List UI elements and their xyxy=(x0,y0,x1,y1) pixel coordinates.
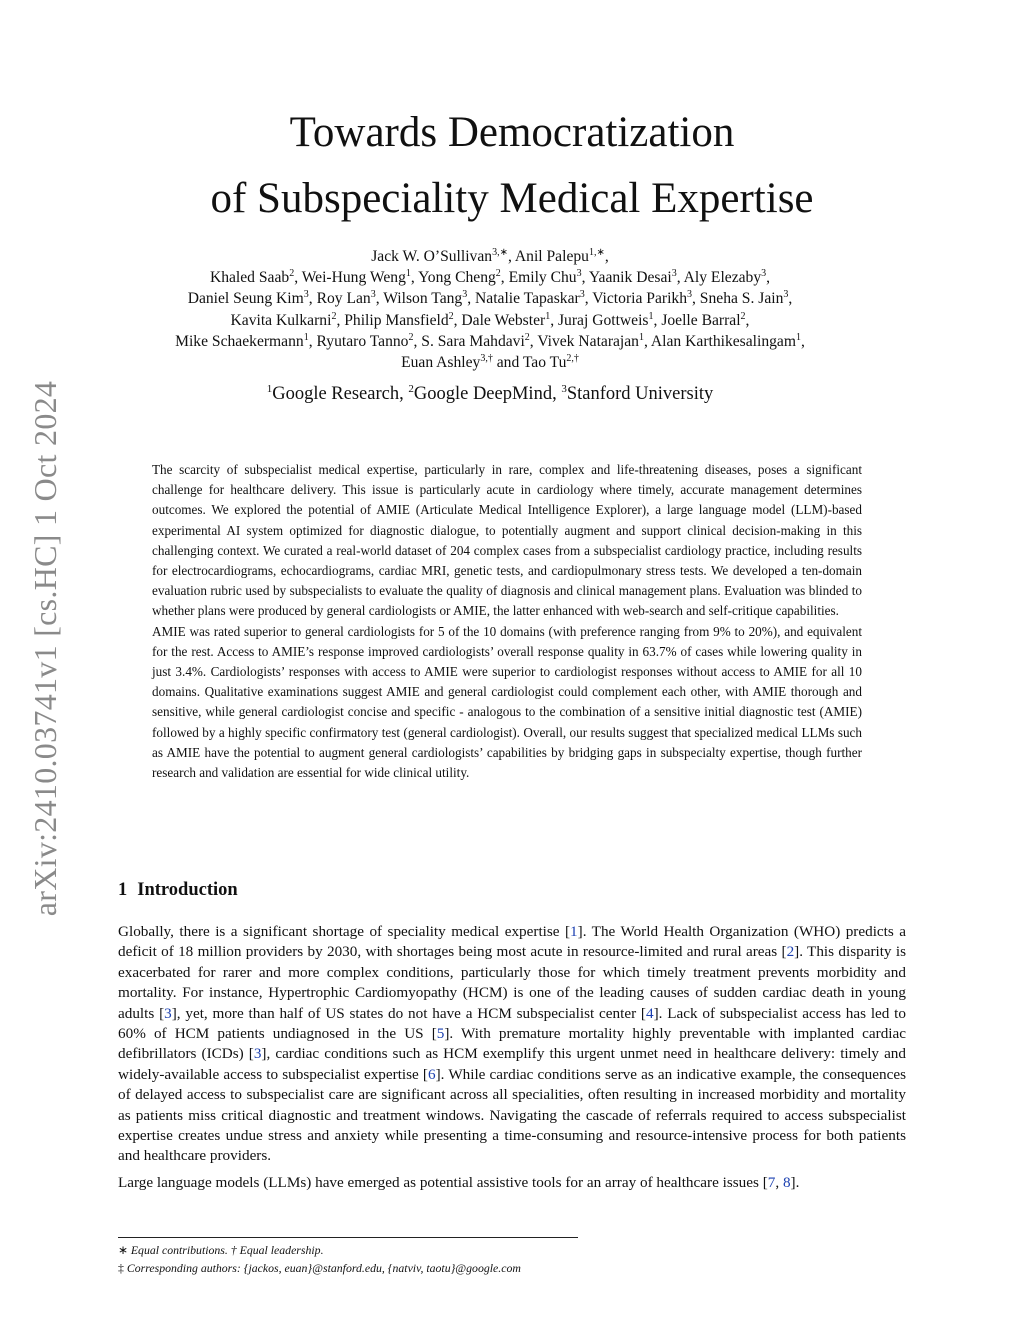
citation-link[interactable]: 5 xyxy=(436,1025,445,1043)
abstract-paragraph-1: The scarcity of subspecialist medical expertise, particularly in rare, complex and life-threatening diseases, poses a significant challenge for healthcare delivery. This issue is particularly acute in cardiology where timely, accurate management determines outcomes. We explored the potential of AMIE (Articulate Medical Intelligence Explorer), a large language model (LLM)-based experimental AI system optimized for diagnostic dialogue, to potentially augment and support clinical decision-making in this challenging context. We curated a real-world dataset of 204 complex cases from a subspecialist cardiology practice, including results for electrocardiograms, echocardiograms, cardiac MRI, genetic tests, and cardiopulmonary stress tests. We developed a ten-domain evaluation rubric used by subspecialists to evaluate the quality of diagnosis and clinical management plans. Evaluation was blinded to whether plans were produced by general cardiologists or AMIE, the latter enhanced with web-search and self-critique capabilities. xyxy=(152,462,862,619)
citation-link[interactable]: 2 xyxy=(786,943,795,961)
body-text: ]. The World Health Organization (WHO) predicts a deficit of 18 million providers by 2030, with shortages being most acute in resource-limited and rural areas [ xyxy=(118,923,906,961)
author-separator: , xyxy=(581,269,589,287)
author-name: Dale Webster xyxy=(461,311,546,329)
footnote-equal-contribution xyxy=(118,1241,818,1259)
author-separator: , xyxy=(453,311,462,329)
footnotes xyxy=(118,1241,818,1277)
author-separator: , xyxy=(336,311,345,329)
body-text: Globally, there is a significant shortage of speciality medical expertise [ xyxy=(118,923,571,940)
author-affiliation-mark: 1,∗ xyxy=(588,246,605,258)
author-affiliation-mark: 2 xyxy=(331,310,337,322)
author-separator: , xyxy=(788,290,793,308)
citation-link[interactable]: 1 xyxy=(570,923,578,940)
author-name: Wei-Hung Weng xyxy=(301,269,406,287)
abstract-paragraph-2: AMIE was rated superior to general cardiologists for 5 of the 10 domains (with preference ranging from 9% to 20%), and equivalent for the rest. Access to AMIE’s response improved cardiologists’ overall response quality in 63.7% of cases while lowering quality in just 3.4%. Cardiologists’ responses with access to AMIE were superior to cardiologist responses without access to AMIE for all 10 domains. Qualitative examinations suggest AMIE and general cardiologist could complement each other, with AMIE thorough and sensitive, while general cardiologist concise and specific - analogous to the combination of a sensitive initial diagnostic test (AMIE) followed by a highly specific confirmatory test (general cardiologist). Overall, our results suggest that specialized medical LLMs such as AMIE have the potential to augment general cardiologists’ capabilities by bridging gaps in subspecialty expertise, though further research and validation are essential for wide clinical utility. xyxy=(152,623,862,781)
author-name: Anil Palepu xyxy=(514,248,589,265)
author-separator: , xyxy=(500,269,509,287)
section-heading-introduction xyxy=(118,880,238,901)
author-separator: , xyxy=(467,290,476,308)
author-name: Victoria Parikh xyxy=(592,290,687,308)
arxiv-identifier: arXiv:2410.03741v1 [cs.HC] 1 Oct 2024 xyxy=(27,380,64,916)
author-name: Vivek Natarajan xyxy=(537,332,639,350)
introduction-body xyxy=(118,922,906,1199)
affiliation-number: 1 xyxy=(266,383,273,395)
author-affiliation-mark: 1 xyxy=(638,331,644,343)
affiliation-number: 3 xyxy=(561,383,567,395)
author-name: Emily Chu xyxy=(508,269,577,287)
author-separator: , xyxy=(692,290,700,308)
footnote-corresponding-authors xyxy=(118,1259,818,1277)
affiliation-name: Stanford University xyxy=(566,384,714,405)
author-affiliation-mark: 2,† xyxy=(566,352,579,364)
author-name: Sneha S. Jain xyxy=(699,290,784,308)
intro-paragraph-2 xyxy=(118,1173,906,1193)
citation-link[interactable]: 8 xyxy=(782,1173,791,1191)
section-number: 1 xyxy=(118,880,128,900)
author-affiliation-mark: 3 xyxy=(462,289,468,301)
author-affiliation-mark: 1 xyxy=(648,310,654,322)
author-name: Ryutaro Tanno xyxy=(316,332,409,350)
body-text: ], cardiac conditions such as HCM exemplify this urgent unmet need in healthcare delivery: timely and widely-available access to subspecialist expertise [ xyxy=(118,1045,906,1083)
author-name: Yaanik Desai xyxy=(588,269,672,287)
section-title: Introduction xyxy=(137,880,238,900)
author-affiliation-mark: 3 xyxy=(671,268,677,280)
author-affiliation-mark: 3 xyxy=(783,289,789,301)
paper-title xyxy=(0,100,1024,232)
author-affiliation-mark: 1 xyxy=(303,331,309,343)
author-separator: , xyxy=(413,332,422,350)
author-name: Euan Ashley xyxy=(401,354,481,372)
author-separator: , xyxy=(529,332,538,350)
author-separator: , xyxy=(294,269,302,287)
author-affiliation-mark: 1 xyxy=(405,268,411,280)
title-line-1: Towards Democratization xyxy=(289,109,735,156)
author-affiliation-mark: 1 xyxy=(796,331,801,343)
body-text: ]. Lack of subspecialist access has led to 60% of HCM patients undiagnosed in the US [ xyxy=(118,1004,906,1043)
author-separator: , xyxy=(643,332,651,350)
author-name: Natalie Tapaskar xyxy=(475,290,580,308)
author-affiliation-mark: 3 xyxy=(576,268,582,280)
author-name: Jack W. O’Sullivan xyxy=(371,248,493,265)
title-line-2: of Subspeciality Medical Expertise xyxy=(210,175,814,222)
author-affiliation-mark: 3 xyxy=(687,289,692,301)
affiliation-name: Google DeepMind xyxy=(413,384,553,405)
footnote-text: Corresponding authors: {jackos, euan}@stanford.edu, {natviv, taotu}@google.com xyxy=(126,1261,521,1275)
body-text: , xyxy=(775,1173,783,1191)
citation-link[interactable]: 7 xyxy=(767,1173,776,1191)
author-name: Philip Mansfield xyxy=(344,311,449,329)
author-separator: , xyxy=(604,248,609,265)
affiliation-number: 2 xyxy=(408,383,414,395)
author-affiliation-mark: 3 xyxy=(579,289,585,301)
author-affiliation-mark: 2 xyxy=(740,310,746,322)
author-affiliation-mark: 1 xyxy=(545,310,551,322)
citation-link[interactable]: 4 xyxy=(645,1004,654,1022)
author-separator: , xyxy=(308,332,317,350)
body-text: Large language models (LLMs) have emerged as potential assistive tools for an array of healthcare issues [ xyxy=(118,1173,768,1191)
affiliation-separator: , xyxy=(399,384,409,405)
footnote-text: Equal contributions. † Equal leadership. xyxy=(130,1243,324,1257)
citation-link[interactable]: 6 xyxy=(428,1065,436,1083)
author-separator: , xyxy=(550,311,558,329)
author-name: Mike Schaekermann xyxy=(175,332,304,350)
author-name: Roy Lan xyxy=(316,290,371,308)
author-name: Tao Tu xyxy=(522,354,567,372)
author-affiliation-mark: 2 xyxy=(289,268,295,280)
author-list xyxy=(100,246,880,373)
author-affiliation-mark: 2 xyxy=(408,331,414,343)
body-text: ], yet, more than half of US states do not have a HCM subspecialist center [ xyxy=(171,1004,646,1022)
body-text: ]. While cardiac conditions serve as an indicative example, the consequences of delayed access to subspecialist care are significant across all specialities, often resulting in increased morbidity and mortality as patients miss critical diagnostic and treatment windows. Navigating the cascade of referrals required to access subspecialist expertise creates undue stress and anxiety while presenting a time-consuming and resource-intensive process for both patients and healthcare providers. xyxy=(118,1065,906,1165)
author-separator: , xyxy=(766,269,771,287)
author-name: Aly Elezaby xyxy=(683,269,762,287)
affiliation-separator: , xyxy=(552,384,562,405)
author-separator: , xyxy=(676,269,684,287)
author-affiliation-mark: 2 xyxy=(495,268,501,280)
footnote-rule xyxy=(118,1237,578,1238)
author-affiliation-mark: 3,† xyxy=(480,352,493,364)
author-separator: , xyxy=(584,290,593,308)
author-separator: , xyxy=(653,311,662,329)
body-text: ]. xyxy=(790,1173,800,1191)
author-separator: , xyxy=(507,248,515,265)
footnote-symbol: ‡ xyxy=(118,1261,124,1275)
arxiv-sidebar-stamp xyxy=(26,368,66,928)
author-name: Daniel Seung Kim xyxy=(187,290,304,308)
author-affiliation-mark: 3,∗ xyxy=(492,246,508,258)
footnote-symbol: ∗ xyxy=(118,1243,128,1257)
author-affiliation-mark: 2 xyxy=(524,331,530,343)
author-name: S. Sara Mahdavi xyxy=(421,332,525,350)
author-affiliation-mark: 3 xyxy=(761,268,767,280)
author-name: Yong Cheng xyxy=(418,269,496,287)
author-name: Wilson Tang xyxy=(383,290,463,308)
body-text: ]. With premature mortality highly preventable with implanted cardiac defibrillators (ICDs) [ xyxy=(118,1025,906,1063)
author-separator: , xyxy=(801,332,805,350)
author-name: Alan Karthikesalingam xyxy=(650,332,796,350)
author-separator: , xyxy=(308,290,317,308)
intro-paragraph-1 xyxy=(118,922,906,1167)
author-separator: , xyxy=(745,311,750,329)
author-name: Joelle Barral xyxy=(661,311,741,329)
author-separator: , xyxy=(410,269,419,287)
citation-link[interactable]: 3 xyxy=(253,1045,262,1063)
author-name: Kavita Kulkarni xyxy=(230,311,332,329)
affiliations xyxy=(0,383,980,405)
author-affiliation-mark: 3 xyxy=(303,289,309,301)
affiliation-name: Google Research xyxy=(272,384,400,405)
author-separator: , xyxy=(375,290,384,308)
author-separator: and xyxy=(492,354,523,372)
abstract xyxy=(152,460,862,783)
author-name: Juraj Gottweis xyxy=(557,311,649,329)
author-name: Khaled Saab xyxy=(209,269,290,287)
citation-link[interactable]: 3 xyxy=(164,1004,172,1022)
body-text: ]. This disparity is exacerbated for rarer and more complex conditions, particularly those for which timely treatment prevents morbidity and mortality. For instance, Hypertrophic Cardiomyopathy (HCM) is one of the leading causes of sudden cardiac death in young adults [ xyxy=(118,943,906,1022)
author-affiliation-mark: 3 xyxy=(370,289,376,301)
author-affiliation-mark: 2 xyxy=(448,310,454,322)
